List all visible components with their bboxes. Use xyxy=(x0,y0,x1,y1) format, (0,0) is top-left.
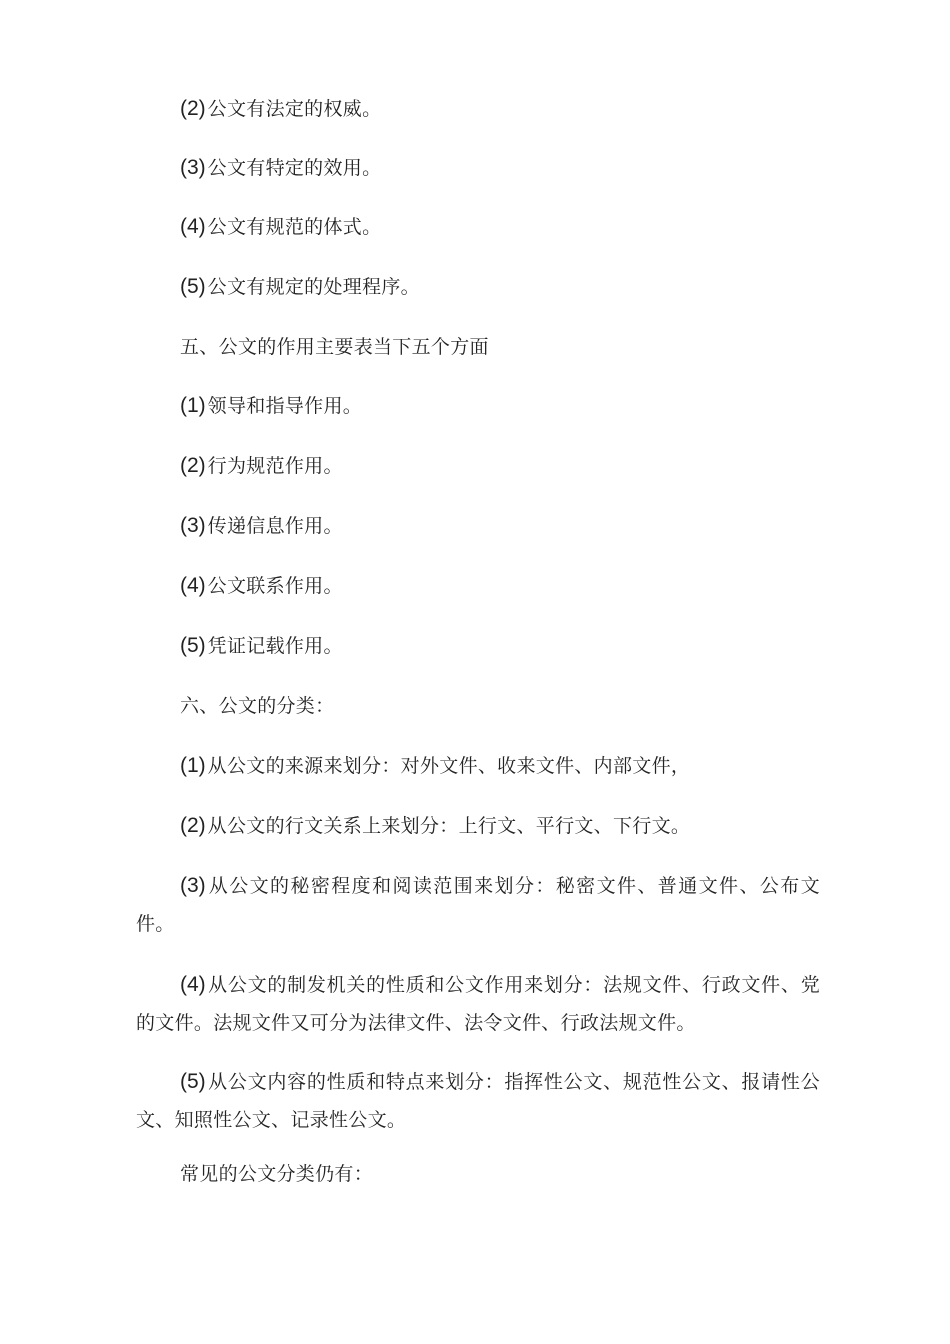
paragraph-text: 从公文内容的性质和特点来划分：指挥性公文、规范性公文、报请性公文、知照性公文、记录性公文。 xyxy=(136,1071,820,1131)
paragraph-text: 常见的公文分类仍有： xyxy=(180,1163,374,1185)
item-number: (2) xyxy=(180,97,206,120)
item-text: 公文联系作用。 xyxy=(207,575,343,597)
item-text: 从公文的行文关系上来划分：上行文、平行文、下行文。 xyxy=(207,815,691,837)
list-item xyxy=(180,215,381,239)
item-text: 从公文的来源来划分：对外文件、收来文件、内部文件， xyxy=(207,755,691,777)
item-text: 公文有规定的处理程序。 xyxy=(207,276,420,298)
list-item xyxy=(180,754,690,778)
list-item xyxy=(180,275,420,299)
item-number: (4) xyxy=(180,574,206,597)
item-text: 行为规范作用。 xyxy=(207,455,343,477)
paragraph xyxy=(136,867,820,943)
item-number: (5) xyxy=(180,275,206,298)
item-text: 凭证记载作用。 xyxy=(207,635,343,657)
list-item xyxy=(180,574,343,598)
item-text: 公文有规范的体式。 xyxy=(207,216,382,238)
item-text: 公文有法定的权威。 xyxy=(207,98,382,120)
list-item xyxy=(180,814,690,838)
list-item xyxy=(180,156,381,180)
item-number: (4) xyxy=(180,973,206,996)
item-text: 领导和指导作用。 xyxy=(207,395,363,417)
item-number: (3) xyxy=(180,514,206,537)
list-item xyxy=(180,394,362,418)
item-number: (5) xyxy=(180,634,206,657)
paragraph xyxy=(136,1155,820,1193)
item-number: (5) xyxy=(180,1070,206,1093)
heading-text: 五、公文的作用主要表当下五个方面 xyxy=(180,336,489,358)
section-heading xyxy=(180,694,334,718)
list-item xyxy=(180,97,381,121)
item-number: (1) xyxy=(180,754,206,777)
paragraph-text: 从公文的制发机关的性质和公文作用来划分：法规文件、行政文件、党的文件。法规文件又可分为法律文件、法令文件、行政法规文件。 xyxy=(136,974,820,1034)
item-number: (4) xyxy=(180,215,206,238)
paragraph xyxy=(136,966,820,1042)
list-item xyxy=(180,454,343,478)
list-item xyxy=(180,634,343,658)
paragraph-text: 从公文的秘密程度和阅读范围来划分：秘密文件、普通文件、公布文件。 xyxy=(136,875,820,935)
item-number: (2) xyxy=(180,814,206,837)
list-item xyxy=(180,514,343,538)
item-text: 公文有特定的效用。 xyxy=(207,157,382,179)
item-number: (1) xyxy=(180,394,206,417)
paragraph xyxy=(136,1063,820,1139)
item-text: 传递信息作用。 xyxy=(207,515,343,537)
item-number: (3) xyxy=(180,156,206,179)
item-number: (3) xyxy=(180,874,206,897)
item-number: (2) xyxy=(180,454,206,477)
section-heading xyxy=(180,335,489,359)
heading-text: 六、公文的分类： xyxy=(180,695,335,717)
